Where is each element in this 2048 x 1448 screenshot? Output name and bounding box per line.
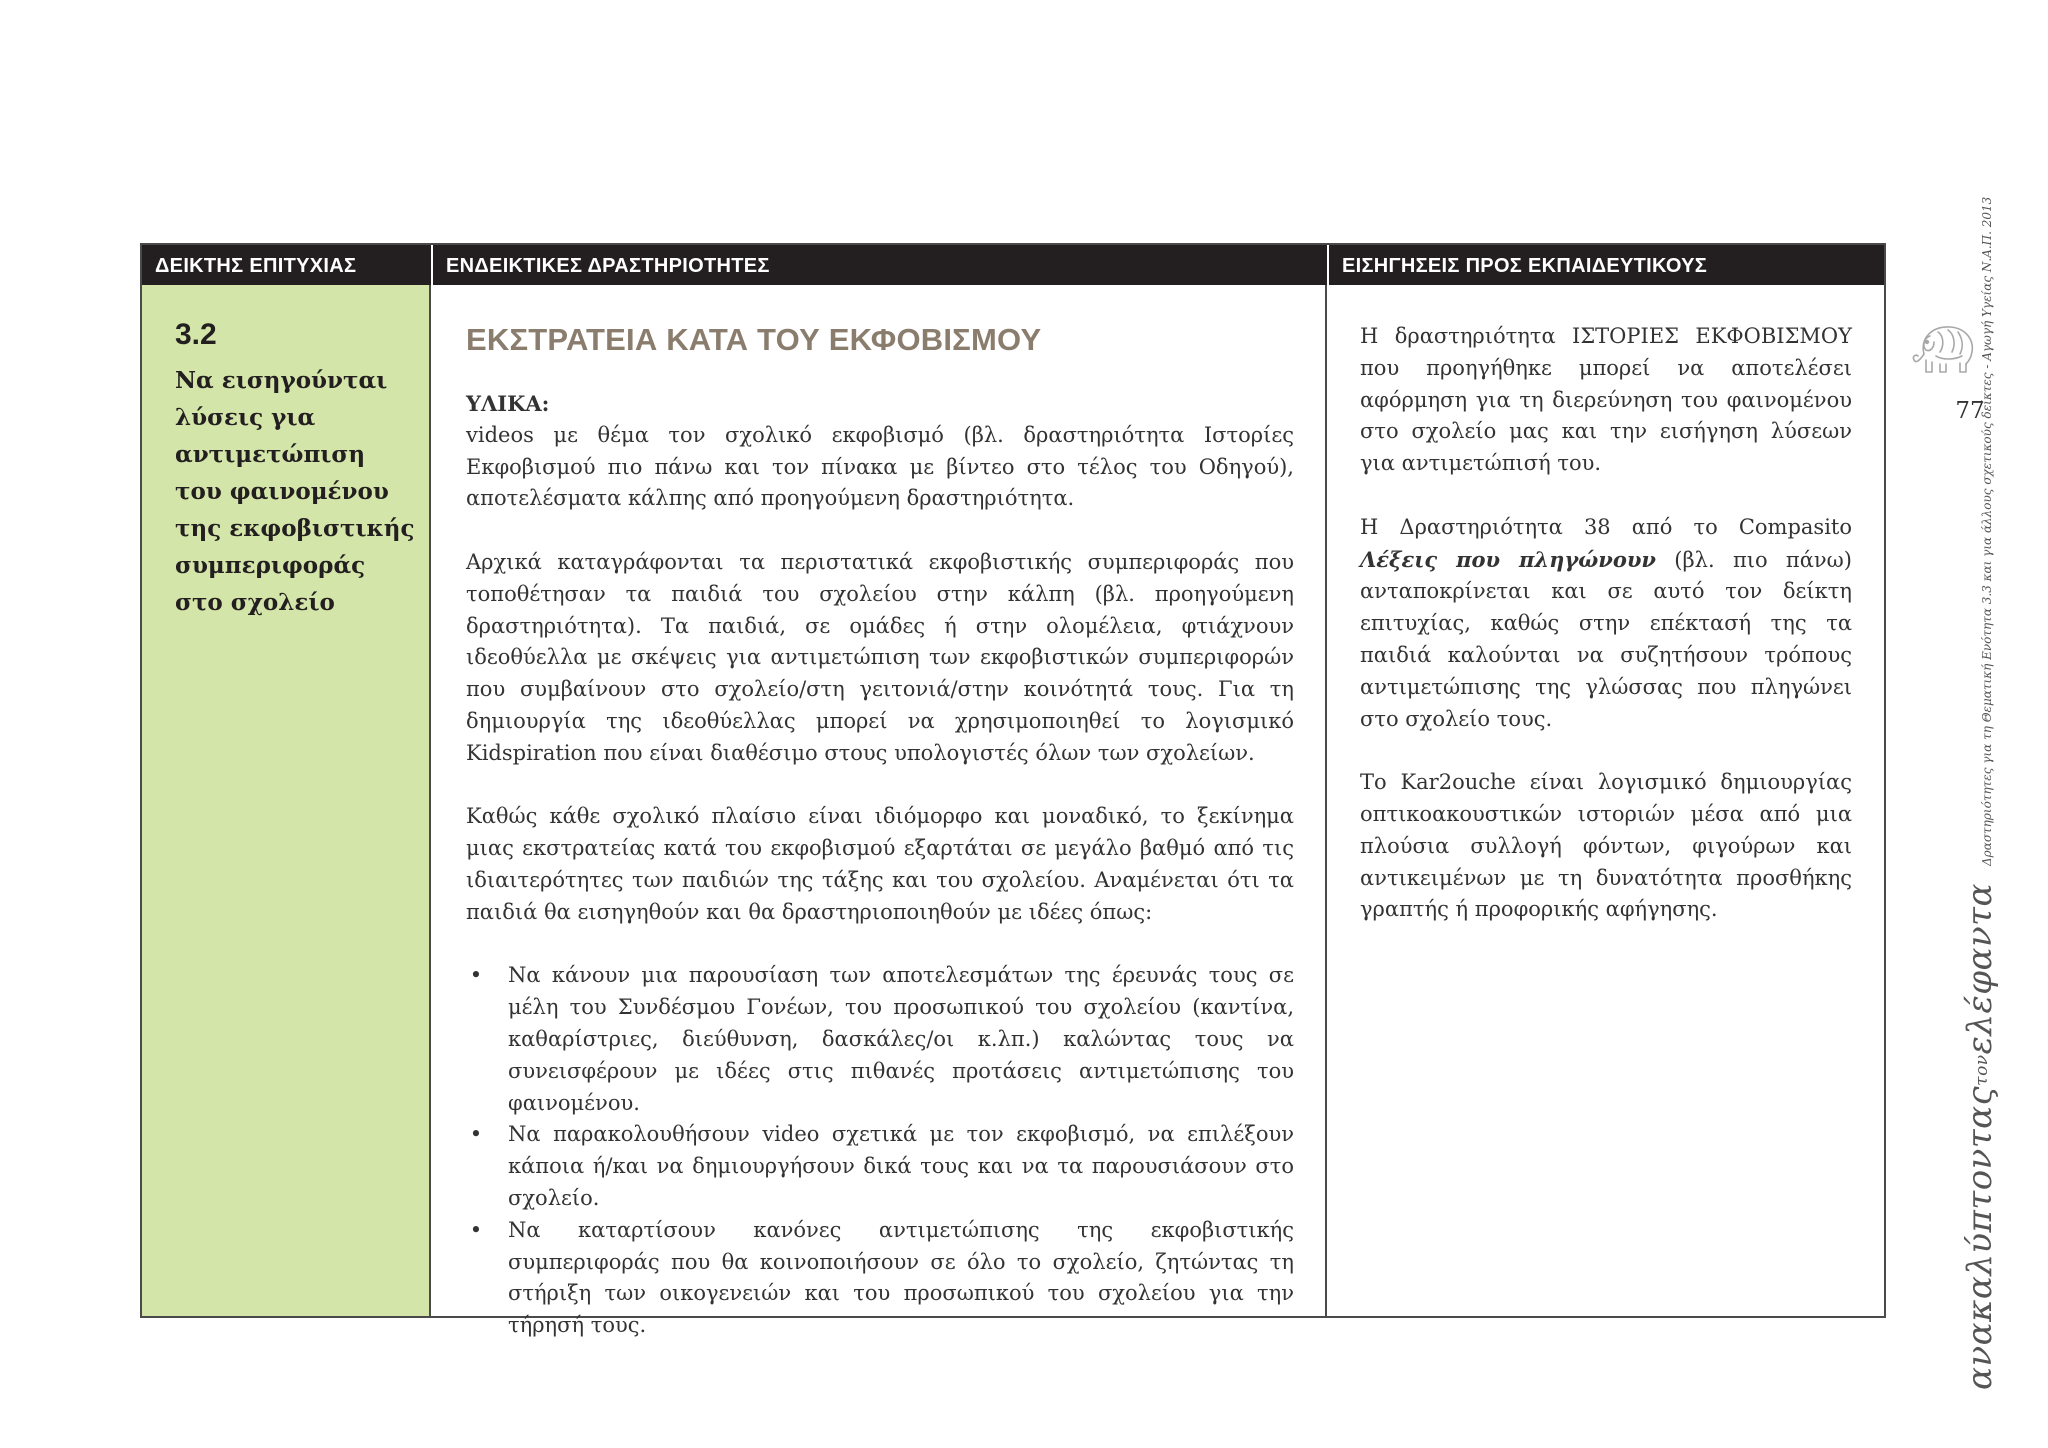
list-item bbox=[469, 1119, 1294, 1214]
indicator-number: 3.2 bbox=[175, 318, 217, 351]
activity-body bbox=[466, 388, 1294, 1342]
bullet-icon: • bbox=[469, 1122, 483, 1147]
activity-table bbox=[140, 243, 1886, 1338]
materials-block bbox=[466, 388, 1294, 515]
list-item-text: Να κάνουν μια παρουσίαση των αποτελεσμάτων της έρευνάς τους σε μέλη του Συνδέσμου Γονέων, του προσωπικού του σχολείου (καντίνα, καθαρίστριες, διεύθυνση, δασκάλες/οι κ.λπ.) καλώντας τους να συνεισφέρουν με ιδέες στις πιθανές προτάσεις αντιμετώπισης του φαινομένου. bbox=[508, 963, 1294, 1115]
materials-label: ΥΛΙΚΑ: bbox=[466, 391, 550, 416]
bullet-icon: • bbox=[469, 1217, 483, 1242]
list-item-text: Να καταρτίσουν κανόνες αντιμετώπισης της εκφοβιστικής συμπεριφοράς που θα κοινοποιήσουν σε όλο το σχολείο, ζητώντας τη στήριξη των οικογενειών και του προσωπικού του σχολείου για την τήρησή τους. bbox=[508, 1217, 1294, 1338]
suggestion-paragraph-1: Η δραστηριότητα ΙΣΤΟΡΙΕΣ ΕΚΦΟΒΙΣΜΟΥ που προηγήθηκε μπορεί να αποτελέσει αφόρμηση για τη διερεύνηση του φαινομένου στο σχολείο μας και την εισήγηση λύσεων για αντιμετώπισή του. bbox=[1360, 324, 1852, 476]
bullet-icon: • bbox=[469, 963, 483, 988]
activity-paragraph-2: Καθώς κάθε σχολικό πλαίσιο είναι ιδιόμορφο και μοναδικό, το ξεκίνημα μιας εκστρατείας κατά του εκφοβισμού εξαρτάται σε μεγάλο βαθμό από τις ιδιαιτερότητες των παιδιών της τάξης και του σχολείου. Αναμένεται ότι τα παιδιά θα εισηγηθούν και θα δραστηριοποιηθούν με ιδέες όπως: bbox=[466, 804, 1294, 924]
indicator-column bbox=[142, 285, 431, 1316]
materials-text: videos με θέμα τον σχολικό εκφοβισμό (βλ. δραστηριότητα Ιστορίες Εκφοβισμού πιο πάνω και τον πίνακα με βίντεο στο τέλος του Οδηγού), αποτελέσματα κάλπης από προηγούμενη δραστηριότητα. bbox=[466, 422, 1294, 511]
activity-title: ΕΚΣΤΡΑΤΕΙΑ ΚΑΤΑ ΤΟΥ ΕΚΦΟΒΙΣΜΟΥ bbox=[466, 322, 1042, 357]
activity-paragraph-1: Αρχικά καταγράφονται τα περιστατικά εκφοβιστικής συμπεριφοράς που τοποθέτησαν τα παιδιά του σχολείου στην κάλπη (βλ. προηγούμενη δραστηριότητα). Τα παιδιά, σε ομάδες ή στην ολομέλεια, φτιάχνουν ιδεοθύελλα με σκέψεις για αντιμετώπιση των εκφοβιστικών συμπεριφορών που συμβαίνουν στο σχολείο/στη γειτονιά/στην κοινότητά τους. Για τη δημιουργία της ιδεοθύελλας μπορεί να χρησιμοποιηθεί το λογισμικό Kidspiration που είναι διαθέσιμο στους υπολογιστές όλων των σχολείων. bbox=[466, 549, 1294, 765]
suggestion-text-before: Η Δραστηριότητα 38 από το Compasito bbox=[1360, 514, 1852, 539]
header-indicator: ΔΕΙΚΤΗΣ ΕΠΙΤΥΧΙΑΣ bbox=[155, 255, 357, 277]
indicator-text: Να εισηγούνται λύσεις για αντιμετώπιση του φαινομένου της εκφοβιστικής συμπεριφοράς στο σχολείο bbox=[175, 367, 415, 616]
page-number: 77 bbox=[1955, 398, 1985, 424]
suggestion-emphasis: Λέξεις που πληγώνουν bbox=[1360, 546, 1656, 572]
header-suggestions: ΕΙΣΗΓΗΣΕΙΣ ΠΡΟΣ ΕΚΠΑΙΔΕΥΤΙΚΟΥΣ bbox=[1327, 245, 1884, 285]
list-item bbox=[469, 1215, 1294, 1342]
header-activities: ΕΝΔΕΙΚΤΙΚΕΣ ΔΡΑΣΤΗΡΙΟΤΗΤΕΣ bbox=[431, 245, 1327, 285]
suggestion-paragraph-2 bbox=[1360, 512, 1852, 736]
suggestions-body bbox=[1360, 321, 1852, 958]
ideas-list bbox=[466, 960, 1294, 1342]
brand-logo: ανακαλύπτονταςτονελέφαντα bbox=[1960, 883, 2000, 1390]
list-item-text: Να παρακολουθήσουν video σχετικά με τον εκφοβισμό, να επιλέξουν κάποια ή/και να δημιουργήσουν δικά τους και να τα παρουσιάσουν στο σχολείο. bbox=[508, 1122, 1294, 1210]
list-item bbox=[469, 960, 1294, 1119]
sidebar-caption: Δραστηριότητες για τη Θεματική Ενότητα 3.3 και για άλλους σχετικούς δείκτες - Αγωγή Υγείας Ν.Α.Π. 2013 bbox=[1980, 196, 1994, 866]
suggestion-paragraph-3: Το Kar2ouche είναι λογισμικό δημιουργίας οπτικοακουστικών ιστοριών μέσα από μια πλούσια συλλογή φόντων, φιγούρων και αντικειμένων με τη δυνατότητα προσθήκης γραπτής ή προφορικής αφήγησης. bbox=[1360, 770, 1852, 922]
suggestions-column bbox=[1327, 285, 1884, 1316]
table-header bbox=[142, 245, 1884, 285]
suggestion-text-after: (βλ. πιο πάνω) ανταποκρίνεται και σε αυτό τον δείκτη επιτυχίας, καθώς στην επέκτασή της τα παιδιά καλούνται να συζητήσουν τρόπους αντιμετώπισης της γλώσσας που πληγώνει στο σχολείο τους. bbox=[1360, 547, 1852, 731]
elephant-icon bbox=[1910, 318, 1980, 376]
activities-column bbox=[431, 285, 1327, 1338]
